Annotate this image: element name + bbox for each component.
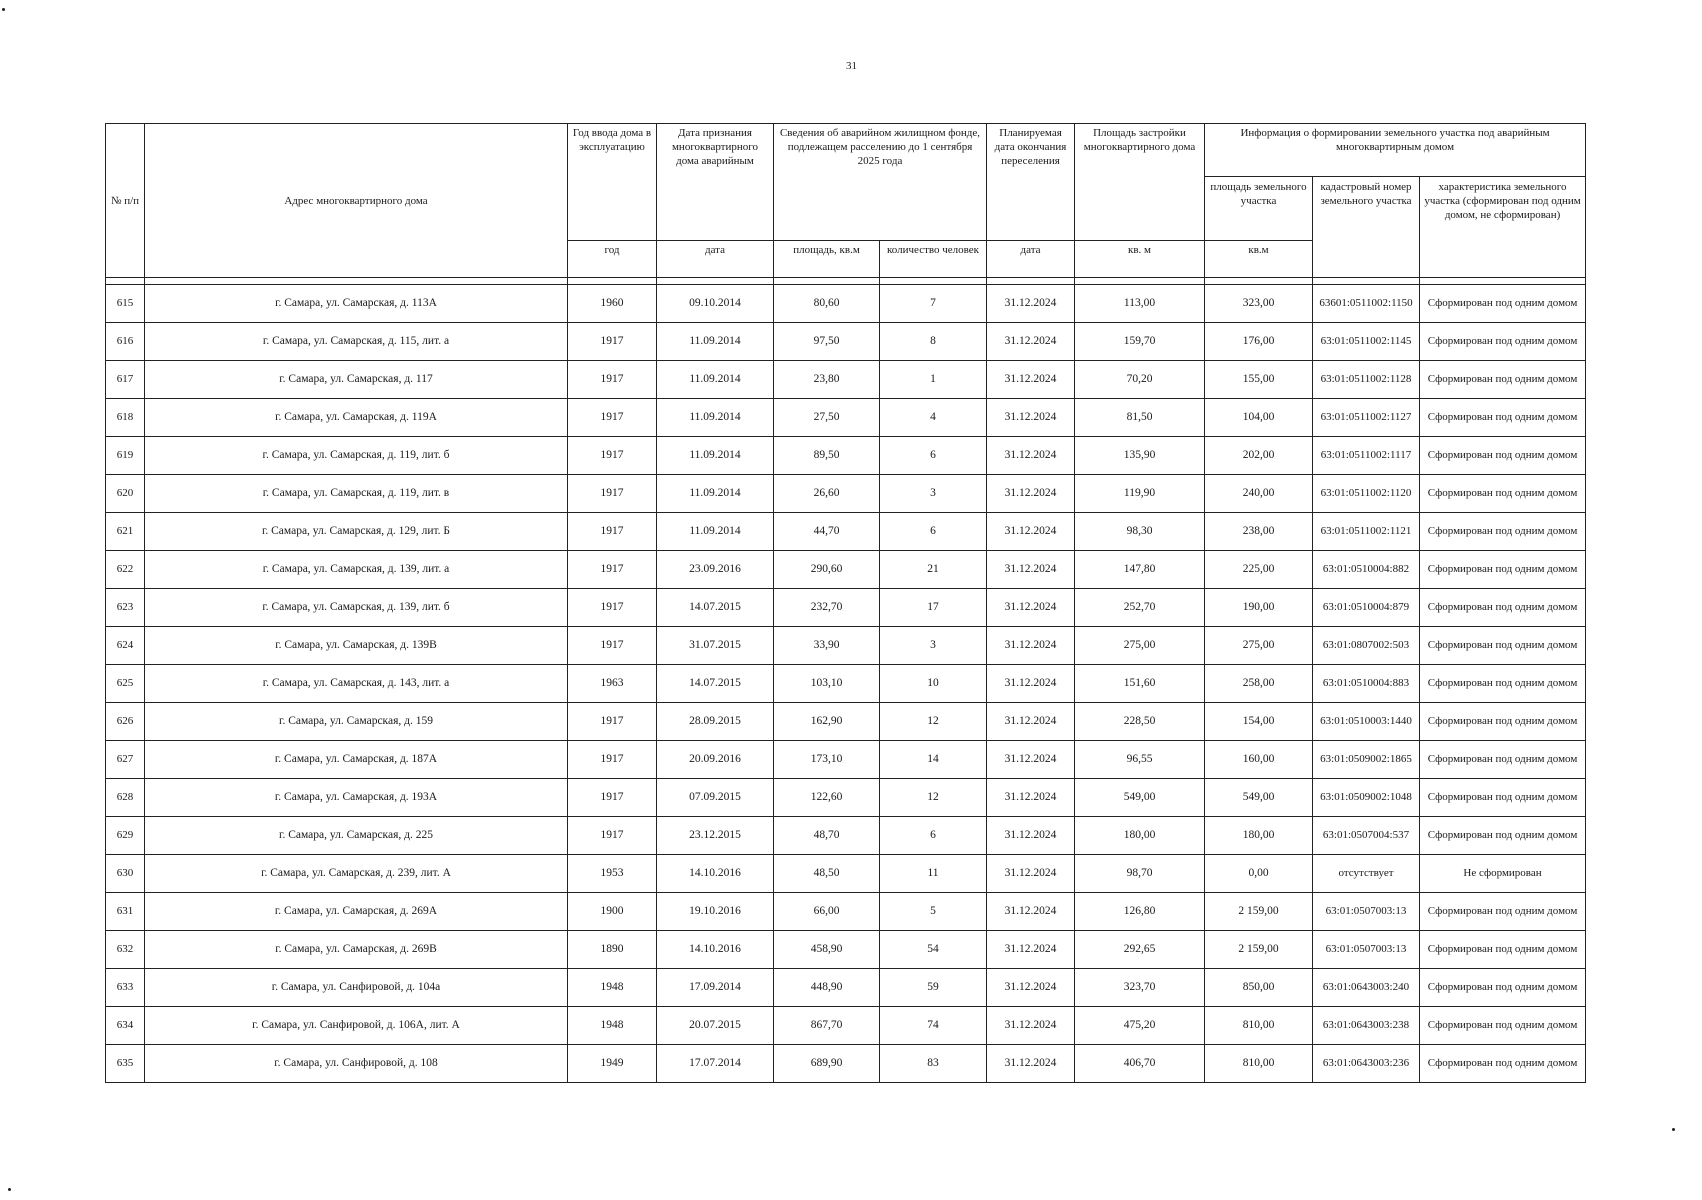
row-planned-end: 31.12.2024 <box>987 741 1075 779</box>
row-people: 6 <box>880 513 987 551</box>
row-number: 626 <box>106 703 145 741</box>
row-recognition-date: 28.09.2015 <box>657 703 774 741</box>
row-address: г. Самара, ул. Самарская, д. 139, лит. б <box>145 589 568 627</box>
row-address: г. Самара, ул. Самарская, д. 117 <box>145 361 568 399</box>
row-land-status: Сформирован под одним домом <box>1420 361 1586 399</box>
row-cadastral: 63:01:0643003:236 <box>1313 1045 1420 1083</box>
unit-land: кв.м <box>1205 241 1313 278</box>
row-area: 97,50 <box>774 323 880 361</box>
row-number: 632 <box>106 931 145 969</box>
header-land-status: характеристика земельного участка (сформирован под одним домом, не сформирован) <box>1420 177 1586 278</box>
row-area: 23,80 <box>774 361 880 399</box>
row-number: 616 <box>106 323 145 361</box>
row-area: 89,50 <box>774 437 880 475</box>
row-land-status: Сформирован под одним домом <box>1420 1007 1586 1045</box>
row-cadastral: 63:01:0507003:13 <box>1313 893 1420 931</box>
row-area: 103,10 <box>774 665 880 703</box>
row-area: 66,00 <box>774 893 880 931</box>
row-year: 1963 <box>568 665 657 703</box>
row-recognition-date: 20.09.2016 <box>657 741 774 779</box>
row-area: 290,60 <box>774 551 880 589</box>
row-cadastral: 63:01:0507003:13 <box>1313 931 1420 969</box>
row-year: 1917 <box>568 779 657 817</box>
table-body <box>106 278 1586 1083</box>
row-year: 1917 <box>568 703 657 741</box>
row-land-status: Не сформирован <box>1420 855 1586 893</box>
scan-speck <box>8 1188 11 1191</box>
row-land-status: Сформирован под одним домом <box>1420 551 1586 589</box>
header-housing-group: Сведения об аварийном жилищном фонде, подлежащем расселению до 1 сентября 2025 года <box>774 124 987 241</box>
row-year: 1917 <box>568 399 657 437</box>
row-area: 33,90 <box>774 627 880 665</box>
row-year: 1917 <box>568 589 657 627</box>
row-land-status: Сформирован под одним домом <box>1420 665 1586 703</box>
row-built-area: 98,70 <box>1075 855 1205 893</box>
row-address: г. Самара, ул. Санфировой, д. 104а <box>145 969 568 1007</box>
row-land-status: Сформирован под одним домом <box>1420 817 1586 855</box>
row-people: 5 <box>880 893 987 931</box>
row-built-area: 159,70 <box>1075 323 1205 361</box>
row-year: 1917 <box>568 551 657 589</box>
row-people: 83 <box>880 1045 987 1083</box>
row-cadastral: 63:01:0511002:1128 <box>1313 361 1420 399</box>
row-number: 617 <box>106 361 145 399</box>
row-cadastral: 63:01:0507004:537 <box>1313 817 1420 855</box>
row-year: 1949 <box>568 1045 657 1083</box>
row-people: 10 <box>880 665 987 703</box>
row-planned-end: 31.12.2024 <box>987 665 1075 703</box>
row-area: 26,60 <box>774 475 880 513</box>
row-built-area: 406,70 <box>1075 1045 1205 1083</box>
row-number: 631 <box>106 893 145 931</box>
row-area: 162,90 <box>774 703 880 741</box>
row-year: 1917 <box>568 437 657 475</box>
row-cadastral: 63601:0511002:1150 <box>1313 285 1420 323</box>
row-people: 3 <box>880 475 987 513</box>
row-built-area: 81,50 <box>1075 399 1205 437</box>
row-land-area: 190,00 <box>1205 589 1313 627</box>
row-built-area: 549,00 <box>1075 779 1205 817</box>
row-year: 1917 <box>568 741 657 779</box>
table-row <box>106 893 1586 931</box>
row-built-area: 151,60 <box>1075 665 1205 703</box>
row-recognition-date: 09.10.2014 <box>657 285 774 323</box>
page-number: 31 <box>846 60 857 72</box>
row-number: 620 <box>106 475 145 513</box>
table-row <box>106 475 1586 513</box>
row-cadastral: 63:01:0510004:882 <box>1313 551 1420 589</box>
table-row <box>106 627 1586 665</box>
row-land-area: 104,00 <box>1205 399 1313 437</box>
row-cadastral: 63:01:0510004:883 <box>1313 665 1420 703</box>
row-address: г. Самара, ул. Самарская, д. 143, лит. а <box>145 665 568 703</box>
unit-people: количество человек <box>880 241 987 278</box>
row-land-status: Сформирован под одним домом <box>1420 931 1586 969</box>
row-people: 4 <box>880 399 987 437</box>
row-address: г. Самара, ул. Самарская, д. 119, лит. в <box>145 475 568 513</box>
table-row <box>106 779 1586 817</box>
row-recognition-date: 11.09.2014 <box>657 475 774 513</box>
row-year: 1917 <box>568 475 657 513</box>
header-land-area: площадь земельного участка <box>1205 177 1313 241</box>
row-recognition-date: 11.09.2014 <box>657 437 774 475</box>
row-built-area: 147,80 <box>1075 551 1205 589</box>
row-planned-end: 31.12.2024 <box>987 399 1075 437</box>
table-row <box>106 551 1586 589</box>
row-land-status: Сформирован под одним домом <box>1420 627 1586 665</box>
row-recognition-date: 14.10.2016 <box>657 855 774 893</box>
row-land-status: Сформирован под одним домом <box>1420 513 1586 551</box>
row-planned-end: 31.12.2024 <box>987 285 1075 323</box>
row-people: 54 <box>880 931 987 969</box>
row-land-status: Сформирован под одним домом <box>1420 285 1586 323</box>
row-land-area: 0,00 <box>1205 855 1313 893</box>
row-land-area: 180,00 <box>1205 817 1313 855</box>
row-people: 1 <box>880 361 987 399</box>
row-land-status: Сформирован под одним домом <box>1420 399 1586 437</box>
row-area: 232,70 <box>774 589 880 627</box>
row-address: г. Самара, ул. Самарская, д. 115, лит. а <box>145 323 568 361</box>
row-land-status: Сформирован под одним домом <box>1420 1045 1586 1083</box>
row-land-status: Сформирован под одним домом <box>1420 589 1586 627</box>
row-land-area: 240,00 <box>1205 475 1313 513</box>
row-recognition-date: 11.09.2014 <box>657 323 774 361</box>
row-planned-end: 31.12.2024 <box>987 589 1075 627</box>
row-area: 867,70 <box>774 1007 880 1045</box>
row-people: 6 <box>880 817 987 855</box>
row-people: 21 <box>880 551 987 589</box>
row-land-area: 258,00 <box>1205 665 1313 703</box>
unit-area: площадь, кв.м <box>774 241 880 278</box>
row-planned-end: 31.12.2024 <box>987 551 1075 589</box>
row-recognition-date: 14.07.2015 <box>657 589 774 627</box>
row-year: 1960 <box>568 285 657 323</box>
row-area: 44,70 <box>774 513 880 551</box>
row-people: 6 <box>880 437 987 475</box>
row-recognition-date: 31.07.2015 <box>657 627 774 665</box>
row-cadastral: 63:01:0510004:879 <box>1313 589 1420 627</box>
row-built-area: 475,20 <box>1075 1007 1205 1045</box>
table-row <box>106 665 1586 703</box>
row-planned-end: 31.12.2024 <box>987 779 1075 817</box>
row-built-area: 96,55 <box>1075 741 1205 779</box>
row-address: г. Самара, ул. Самарская, д. 225 <box>145 817 568 855</box>
emergency-housing-table <box>105 123 1586 1083</box>
table-header <box>106 124 1586 278</box>
header-built-area: Площадь застройки многоквартирного дома <box>1075 124 1205 241</box>
row-number: 618 <box>106 399 145 437</box>
row-planned-end: 31.12.2024 <box>987 627 1075 665</box>
row-address: г. Самара, ул. Самарская, д. 269В <box>145 931 568 969</box>
row-land-area: 2 159,00 <box>1205 893 1313 931</box>
row-area: 458,90 <box>774 931 880 969</box>
row-built-area: 135,90 <box>1075 437 1205 475</box>
row-recognition-date: 19.10.2016 <box>657 893 774 931</box>
row-cadastral: 63:01:0509002:1048 <box>1313 779 1420 817</box>
table-row <box>106 969 1586 1007</box>
row-recognition-date: 11.09.2014 <box>657 399 774 437</box>
row-built-area: 323,70 <box>1075 969 1205 1007</box>
row-cadastral: 63:01:0511002:1120 <box>1313 475 1420 513</box>
row-cadastral: отсутствует <box>1313 855 1420 893</box>
header-land-group: Информация о формировании земельного участка под аварийным многоквартирным домом <box>1205 124 1586 177</box>
row-address: г. Самара, ул. Самарская, д. 119, лит. б <box>145 437 568 475</box>
row-land-area: 549,00 <box>1205 779 1313 817</box>
row-built-area: 252,70 <box>1075 589 1205 627</box>
row-people: 74 <box>880 1007 987 1045</box>
row-planned-end: 31.12.2024 <box>987 361 1075 399</box>
row-planned-end: 31.12.2024 <box>987 1007 1075 1045</box>
row-land-status: Сформирован под одним домом <box>1420 475 1586 513</box>
row-number: 635 <box>106 1045 145 1083</box>
table-row <box>106 703 1586 741</box>
row-recognition-date: 14.07.2015 <box>657 665 774 703</box>
row-built-area: 292,65 <box>1075 931 1205 969</box>
row-built-area: 228,50 <box>1075 703 1205 741</box>
row-land-area: 160,00 <box>1205 741 1313 779</box>
table-row <box>106 589 1586 627</box>
row-year: 1900 <box>568 893 657 931</box>
unit-built: кв. м <box>1075 241 1205 278</box>
row-address: г. Самара, ул. Санфировой, д. 106А, лит. А <box>145 1007 568 1045</box>
row-number: 615 <box>106 285 145 323</box>
row-planned-end: 31.12.2024 <box>987 969 1075 1007</box>
row-address: г. Самара, ул. Самарская, д. 193А <box>145 779 568 817</box>
row-land-area: 275,00 <box>1205 627 1313 665</box>
row-area: 448,90 <box>774 969 880 1007</box>
row-number: 621 <box>106 513 145 551</box>
row-built-area: 98,30 <box>1075 513 1205 551</box>
row-number: 634 <box>106 1007 145 1045</box>
row-year: 1890 <box>568 931 657 969</box>
row-number: 625 <box>106 665 145 703</box>
row-address: г. Самара, ул. Самарская, д. 239, лит. А <box>145 855 568 893</box>
row-year: 1917 <box>568 361 657 399</box>
row-number: 628 <box>106 779 145 817</box>
row-address: г. Самара, ул. Самарская, д. 159 <box>145 703 568 741</box>
row-people: 3 <box>880 627 987 665</box>
row-number: 623 <box>106 589 145 627</box>
row-land-status: Сформирован под одним домом <box>1420 323 1586 361</box>
row-planned-end: 31.12.2024 <box>987 855 1075 893</box>
row-land-area: 238,00 <box>1205 513 1313 551</box>
header-cadastral: кадастровый номер земельного участка <box>1313 177 1420 278</box>
row-recognition-date: 23.09.2016 <box>657 551 774 589</box>
row-land-area: 2 159,00 <box>1205 931 1313 969</box>
row-people: 14 <box>880 741 987 779</box>
scan-speck <box>1672 1128 1675 1131</box>
row-year: 1948 <box>568 969 657 1007</box>
row-area: 27,50 <box>774 399 880 437</box>
table-row <box>106 1007 1586 1045</box>
unit-plan-date: дата <box>987 241 1075 278</box>
row-year: 1917 <box>568 627 657 665</box>
row-year: 1953 <box>568 855 657 893</box>
row-land-area: 202,00 <box>1205 437 1313 475</box>
row-planned-end: 31.12.2024 <box>987 437 1075 475</box>
row-built-area: 119,90 <box>1075 475 1205 513</box>
row-planned-end: 31.12.2024 <box>987 703 1075 741</box>
row-planned-end: 31.12.2024 <box>987 323 1075 361</box>
row-cadastral: 63:01:0511002:1117 <box>1313 437 1420 475</box>
row-land-area: 154,00 <box>1205 703 1313 741</box>
header-recognition-date: Дата признания многоквартирного дома аварийным <box>657 124 774 241</box>
table-row <box>106 437 1586 475</box>
row-recognition-date: 14.10.2016 <box>657 931 774 969</box>
row-land-area: 850,00 <box>1205 969 1313 1007</box>
row-area: 48,50 <box>774 855 880 893</box>
row-recognition-date: 20.07.2015 <box>657 1007 774 1045</box>
row-recognition-date: 23.12.2015 <box>657 817 774 855</box>
table-row <box>106 817 1586 855</box>
header-spacer <box>106 278 1586 285</box>
table-row <box>106 513 1586 551</box>
row-number: 633 <box>106 969 145 1007</box>
row-built-area: 180,00 <box>1075 817 1205 855</box>
row-land-status: Сформирован под одним домом <box>1420 893 1586 931</box>
header-number: № п/п <box>106 124 145 278</box>
row-planned-end: 31.12.2024 <box>987 893 1075 931</box>
row-land-area: 323,00 <box>1205 285 1313 323</box>
row-cadastral: 63:01:0510003:1440 <box>1313 703 1420 741</box>
row-area: 173,10 <box>774 741 880 779</box>
row-recognition-date: 17.09.2014 <box>657 969 774 1007</box>
row-cadastral: 63:01:0511002:1145 <box>1313 323 1420 361</box>
row-land-area: 225,00 <box>1205 551 1313 589</box>
row-recognition-date: 07.09.2015 <box>657 779 774 817</box>
row-people: 8 <box>880 323 987 361</box>
table-row <box>106 323 1586 361</box>
row-year: 1917 <box>568 817 657 855</box>
header-planned-end: Планируемая дата окончания переселения <box>987 124 1075 241</box>
row-cadastral: 63:01:0807002:503 <box>1313 627 1420 665</box>
row-address: г. Самара, ул. Самарская, д. 187А <box>145 741 568 779</box>
row-address: г. Самара, ул. Самарская, д. 139, лит. а <box>145 551 568 589</box>
row-address: г. Самара, ул. Самарская, д. 129, лит. Б <box>145 513 568 551</box>
row-recognition-date: 11.09.2014 <box>657 361 774 399</box>
row-land-area: 810,00 <box>1205 1045 1313 1083</box>
row-address: г. Самара, ул. Самарская, д. 269А <box>145 893 568 931</box>
row-number: 619 <box>106 437 145 475</box>
row-planned-end: 31.12.2024 <box>987 817 1075 855</box>
row-recognition-date: 17.07.2014 <box>657 1045 774 1083</box>
row-built-area: 126,80 <box>1075 893 1205 931</box>
row-cadastral: 63:01:0643003:238 <box>1313 1007 1420 1045</box>
row-cadastral: 63:01:0643003:240 <box>1313 969 1420 1007</box>
row-address: г. Самара, ул. Самарская, д. 113А <box>145 285 568 323</box>
table-row <box>106 285 1586 323</box>
row-year: 1917 <box>568 513 657 551</box>
row-land-status: Сформирован под одним домом <box>1420 779 1586 817</box>
row-people: 17 <box>880 589 987 627</box>
table-row <box>106 399 1586 437</box>
row-number: 630 <box>106 855 145 893</box>
row-number: 629 <box>106 817 145 855</box>
row-cadastral: 63:01:0511002:1127 <box>1313 399 1420 437</box>
row-area: 48,70 <box>774 817 880 855</box>
table-row <box>106 361 1586 399</box>
row-planned-end: 31.12.2024 <box>987 475 1075 513</box>
row-people: 11 <box>880 855 987 893</box>
row-area: 122,60 <box>774 779 880 817</box>
row-area: 689,90 <box>774 1045 880 1083</box>
scan-speck <box>2 8 5 11</box>
row-land-status: Сформирован под одним домом <box>1420 969 1586 1007</box>
row-people: 12 <box>880 703 987 741</box>
row-planned-end: 31.12.2024 <box>987 1045 1075 1083</box>
row-number: 627 <box>106 741 145 779</box>
row-cadastral: 63:01:0509002:1865 <box>1313 741 1420 779</box>
unit-date: дата <box>657 241 774 278</box>
row-address: г. Самара, ул. Самарская, д. 119А <box>145 399 568 437</box>
row-built-area: 113,00 <box>1075 285 1205 323</box>
row-cadastral: 63:01:0511002:1121 <box>1313 513 1420 551</box>
row-built-area: 275,00 <box>1075 627 1205 665</box>
header-year: Год ввода дома в эксплуатацию <box>568 124 657 241</box>
table-row <box>106 855 1586 893</box>
row-address: г. Самара, ул. Санфировой, д. 108 <box>145 1045 568 1083</box>
row-year: 1917 <box>568 323 657 361</box>
row-built-area: 70,20 <box>1075 361 1205 399</box>
row-land-status: Сформирован под одним домом <box>1420 741 1586 779</box>
row-year: 1948 <box>568 1007 657 1045</box>
row-land-status: Сформирован под одним домом <box>1420 437 1586 475</box>
table-row <box>106 931 1586 969</box>
row-number: 624 <box>106 627 145 665</box>
row-planned-end: 31.12.2024 <box>987 513 1075 551</box>
row-recognition-date: 11.09.2014 <box>657 513 774 551</box>
table-row <box>106 1045 1586 1083</box>
row-people: 7 <box>880 285 987 323</box>
header-address: Адрес многоквартирного дома <box>145 124 568 278</box>
row-land-status: Сформирован под одним домом <box>1420 703 1586 741</box>
row-people: 12 <box>880 779 987 817</box>
row-land-area: 155,00 <box>1205 361 1313 399</box>
row-land-area: 176,00 <box>1205 323 1313 361</box>
row-number: 622 <box>106 551 145 589</box>
row-address: г. Самара, ул. Самарская, д. 139В <box>145 627 568 665</box>
row-people: 59 <box>880 969 987 1007</box>
row-land-area: 810,00 <box>1205 1007 1313 1045</box>
unit-year: год <box>568 241 657 278</box>
row-planned-end: 31.12.2024 <box>987 931 1075 969</box>
table-row <box>106 741 1586 779</box>
row-area: 80,60 <box>774 285 880 323</box>
